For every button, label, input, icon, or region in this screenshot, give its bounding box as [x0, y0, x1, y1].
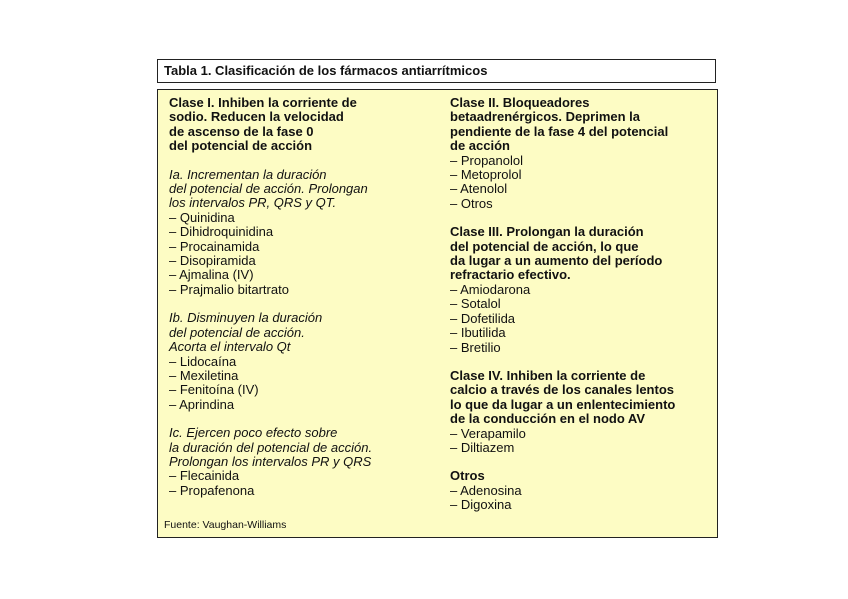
class4-drug-list — [450, 427, 712, 456]
drug-item: – Mexiletina — [169, 367, 239, 383]
drug-item: – Sotalol — [450, 296, 501, 312]
class1b-description: Ib. Disminuyen la duración del potencial de acción. Acorta el intervalo Qt — [169, 310, 323, 355]
others-drug-list — [450, 484, 712, 513]
others-heading: Otros — [450, 468, 485, 484]
class3-drug-list — [450, 283, 712, 355]
drug-item: – Atenolol — [450, 181, 508, 197]
drug-item: – Ibutilida — [450, 325, 506, 341]
classification-table — [157, 89, 718, 538]
drug-item: – Quinidina — [169, 209, 235, 225]
drug-item: – Prajmalio bitartrato — [169, 281, 289, 297]
drug-item: – Adenosina — [450, 482, 522, 498]
class3-heading: Clase III. Prolongan la duración del potencial de acción, lo que da lugar a un aumento del período refractario efectivo. — [450, 224, 663, 283]
drug-item: – Bretilio — [450, 339, 501, 355]
class1c-drug-list — [169, 469, 439, 498]
left-column — [169, 96, 439, 498]
class1a-drug-list — [169, 211, 439, 297]
class1c-description: Ic. Ejercen poco efecto sobre la duración del potencial de acción. Prolongan los intervalos PR y QRS — [169, 425, 373, 469]
drug-item: – Metoprolol — [450, 167, 522, 183]
drug-item: – Procainamida — [169, 238, 260, 254]
drug-item: – Dihidroquinidina — [169, 224, 274, 240]
drug-item: – Fenitoína (IV) — [169, 382, 259, 398]
drug-item: – Amiodarona — [450, 281, 531, 297]
class1-heading: Clase I. Inhiben la corriente de sodio. Reducen la velocidad de ascenso de la fase 0 del potencial de acción — [169, 95, 357, 154]
drug-item: – Aprindina — [169, 396, 235, 412]
drug-item: – Ajmalina (IV) — [169, 267, 254, 283]
drug-item: – Propanolol — [450, 152, 523, 168]
class1a-description: Ia. Incrementan la duración del potencial de acción. Prolongan los intervalos PR, QRS y QT. — [169, 166, 368, 211]
drug-item: – Lidocaína — [169, 353, 237, 369]
class4-heading: Clase IV. Inhiben la corriente de calcio a través de los canales lentos lo que da lugar a un enlentecimiento de la conducción en el nodo AV — [450, 367, 676, 427]
class2-drug-list — [450, 154, 712, 212]
source-note: Fuente: Vaughan-Williams — [164, 519, 287, 531]
drug-item: – Propafenona — [169, 482, 255, 498]
drug-item: – Digoxina — [450, 497, 512, 513]
drug-item: – Otros — [450, 195, 493, 211]
right-column — [450, 96, 712, 513]
drug-item: – Verapamilo — [450, 425, 526, 441]
drug-item: – Disopiramida — [169, 253, 256, 269]
drug-item: – Diltiazem — [450, 439, 515, 455]
table-title: Tabla 1. Clasificación de los fármacos antiarrítmicos — [157, 59, 716, 83]
class1b-drug-list — [169, 355, 439, 413]
drug-item: – Flecainida — [169, 468, 240, 484]
drug-item: – Dofetilida — [450, 310, 516, 326]
class2-heading: Clase II. Bloqueadores betaadrenérgicos. Deprimen la pendiente de la fase 4 del potencial de acción — [450, 95, 669, 154]
